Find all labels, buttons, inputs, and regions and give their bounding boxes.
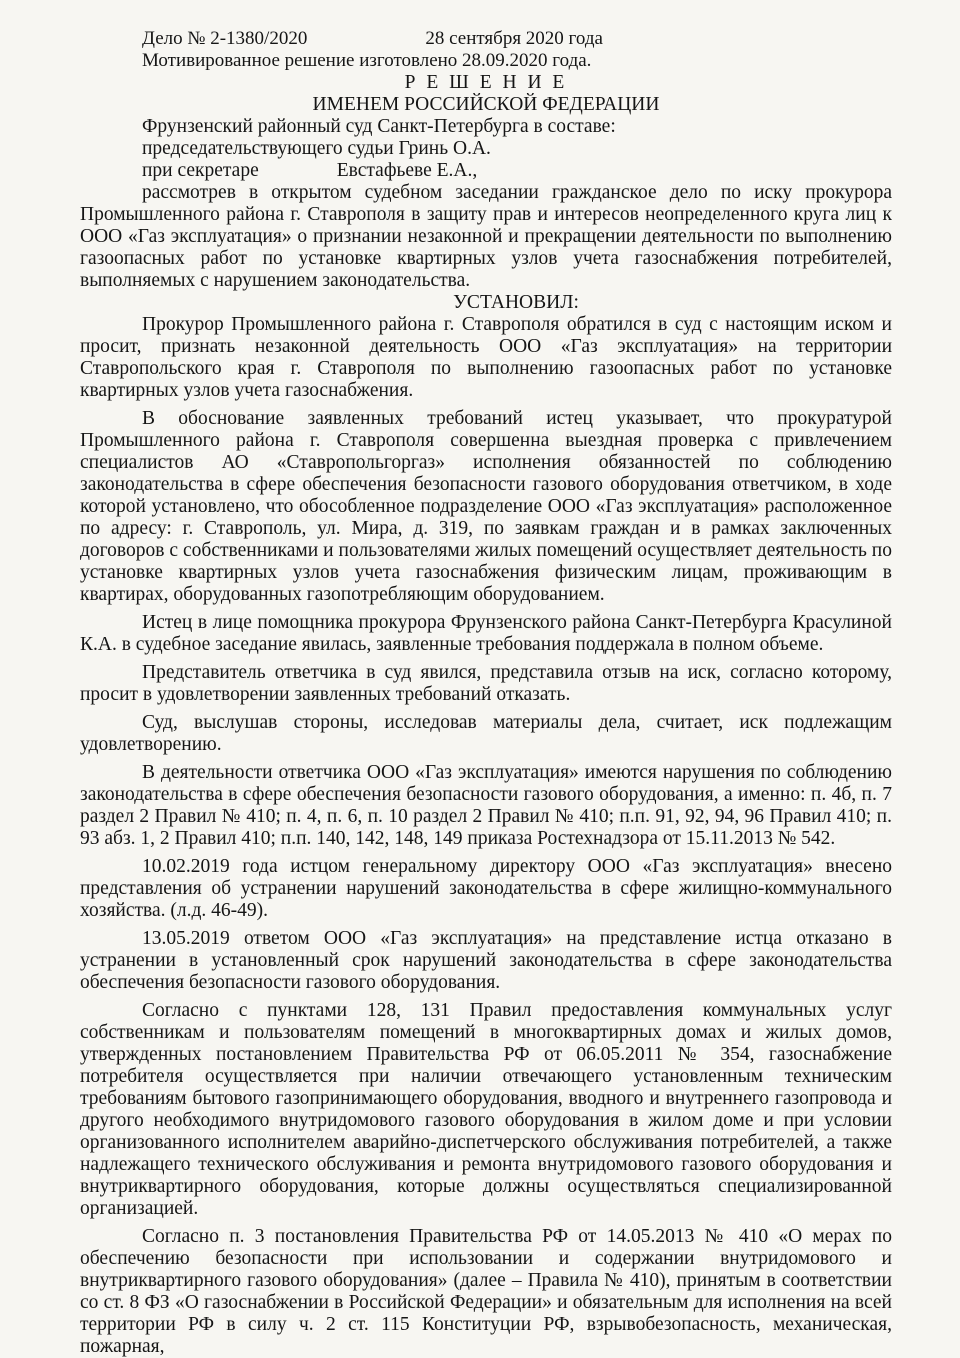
judge-line: председательствующего судьи Гринь О.А. <box>142 138 491 159</box>
body-paragraph: Истец в лице помощника прокурора Фрунзенского района Санкт-Петербурга Красулиной К.А. в судебное заседание явилась, заявленные требования поддержала в полном объеме. <box>80 612 892 655</box>
body-paragraph: Суд, выслушав стороны, исследовав материалы дела, считает, иск подлежащим удовлетворению. <box>80 712 892 755</box>
secretary-name: Евстафьеве Е.А., <box>336 160 478 181</box>
secretary-label: при секретаре <box>142 160 259 181</box>
motivated-note: Мотивированное решение изготовлено 28.09.2020 года. <box>142 50 592 71</box>
header-row <box>80 28 892 50</box>
body-paragraph: В обоснование заявленных требований истец указывает, что прокуратурой Промышленного района г. Ставрополя совершенна выездная проверка с привлечением специалистов АО «Ставропольгоргаз» исполнения обязанностей по соблюдению законодательства в сфере обеспечения безопасности газового оборудования ответчиком, в ходе которой установлено, что обособленное подразделение ООО «Газ эксплуатация» расположенное по адресу: г. Ставрополь, ул. Мира, д. 319, по заявкам граждан и в рамках заключенных договоров с собственниками и пользователями жилых помещений осуществляет деятельность по установке квартирных узлов учета газоснабжения физическим лицам, проживающим в квартирах, оборудованных газопотребляющим оборудованием. <box>80 408 892 605</box>
court-composition: Фрунзенский районный суд Санкт-Петербурга в составе: <box>142 116 616 137</box>
body-paragraph: Прокурор Промышленного района г. Ставрополя обратился в суд с настоящим иском и просит, признать незаконной деятельность ООО «Газ эксплуатация» на территории Ставропольского края г. Ставрополя по выполнению газоопасных работ по установке квартирных узлов учета газоснабжения. <box>80 314 892 401</box>
secretary-line <box>142 160 892 182</box>
section-heading: УСТАНОВИЛ: <box>453 292 579 313</box>
body-paragraph: Согласно с пунктами 128, 131 Правил предоставления коммунальных услуг собственникам и пользователям помещений в многоквартирных домах и жилых домов, утвержденных постановлением Правительства РФ от 06.05.2011 № 354, газоснабжение потребителя осуществляется при наличии отвечающего установленным техническим требованиям бытового газопринимающего оборудования, вводного и внутреннего газопровода и другого необходимого внутридомового газового оборудования в жилом доме и при условии организованного исполнителем аварийно-диспетчерского обслуживания потребителей, а также надлежащего технического обслуживания и ремонта внутридомового газового оборудования и внутриквартирного оборудования, которые должны осуществляться специализированной организацией. <box>80 1000 892 1219</box>
intro-paragraph: рассмотрев в открытом судебном заседании гражданское дело по иску прокурора Промышленного района г. Ставрополя в защиту прав и интересов неопределенного круга лиц к ООО «Газ эксплуатация» о признании незаконной и прекращении деятельности по выполнению газоопасных работ по установке квартирных узлов учета газоснабжения потребителей, выполняемых с нарушением законодательства. <box>80 182 892 291</box>
case-number: Дело № 2-1380/2020 <box>142 28 308 49</box>
body-paragraph: 13.05.2019 ответом ООО «Газ эксплуатация» на представление истца отказано в устранении в установленный срок нарушений законодательства в сфере законодательства обеспечения безопасности газового оборудования. <box>80 928 892 993</box>
decision-date: 28 сентября 2020 года <box>425 28 603 49</box>
body-paragraph: В деятельности ответчика ООО «Газ эксплуатация» имеются нарушения по соблюдению законодательства в сфере обеспечения безопасности газового оборудования, а именно: п. 4б, п. 7 раздел 2 Правил № 410; п. 4, п. 6, п. 10 раздел 2 Правил № 410; п.п. 91, 92, 94, 96 Правил 410; п. 93 абз. 1, 2 Правил 410; п.п. 140, 142, 148, 149 приказа Ростехнадзора от 15.11.2013 № 542. <box>80 762 892 849</box>
body-paragraph: Согласно п. 3 постановления Правительства РФ от 14.05.2013 № 410 «О мерах по обеспечению безопасности при использовании и содержании внутридомового и внутриквартирного газового оборудования» (далее – Правила № 410), принятым в соответствии со ст. 8 ФЗ «О газоснабжении в Российской Федерации» и обязательным для исполнения на всей территории РФ в силу ч. 2 ст. 115 Конституции РФ, взрывобезопасность, механическая, пожарная, <box>80 1226 892 1357</box>
document-title: Р Е Ш Е Н И Е <box>404 72 568 93</box>
document-subtitle: ИМЕНЕМ РОССИЙСКОЙ ФЕДЕРАЦИИ <box>312 94 660 115</box>
body-paragraph: Представитель ответчика в суд явился, представила отзыв на иск, согласно которому, просит в удовлетворении заявленных требований отказать. <box>80 662 892 705</box>
body-paragraph: 10.02.2019 года истцом генеральному директору ООО «Газ эксплуатация» внесено представления об устранении нарушений законодательства в сфере жилищно-коммунального хозяйства. (л.д. 46-49). <box>80 856 892 921</box>
